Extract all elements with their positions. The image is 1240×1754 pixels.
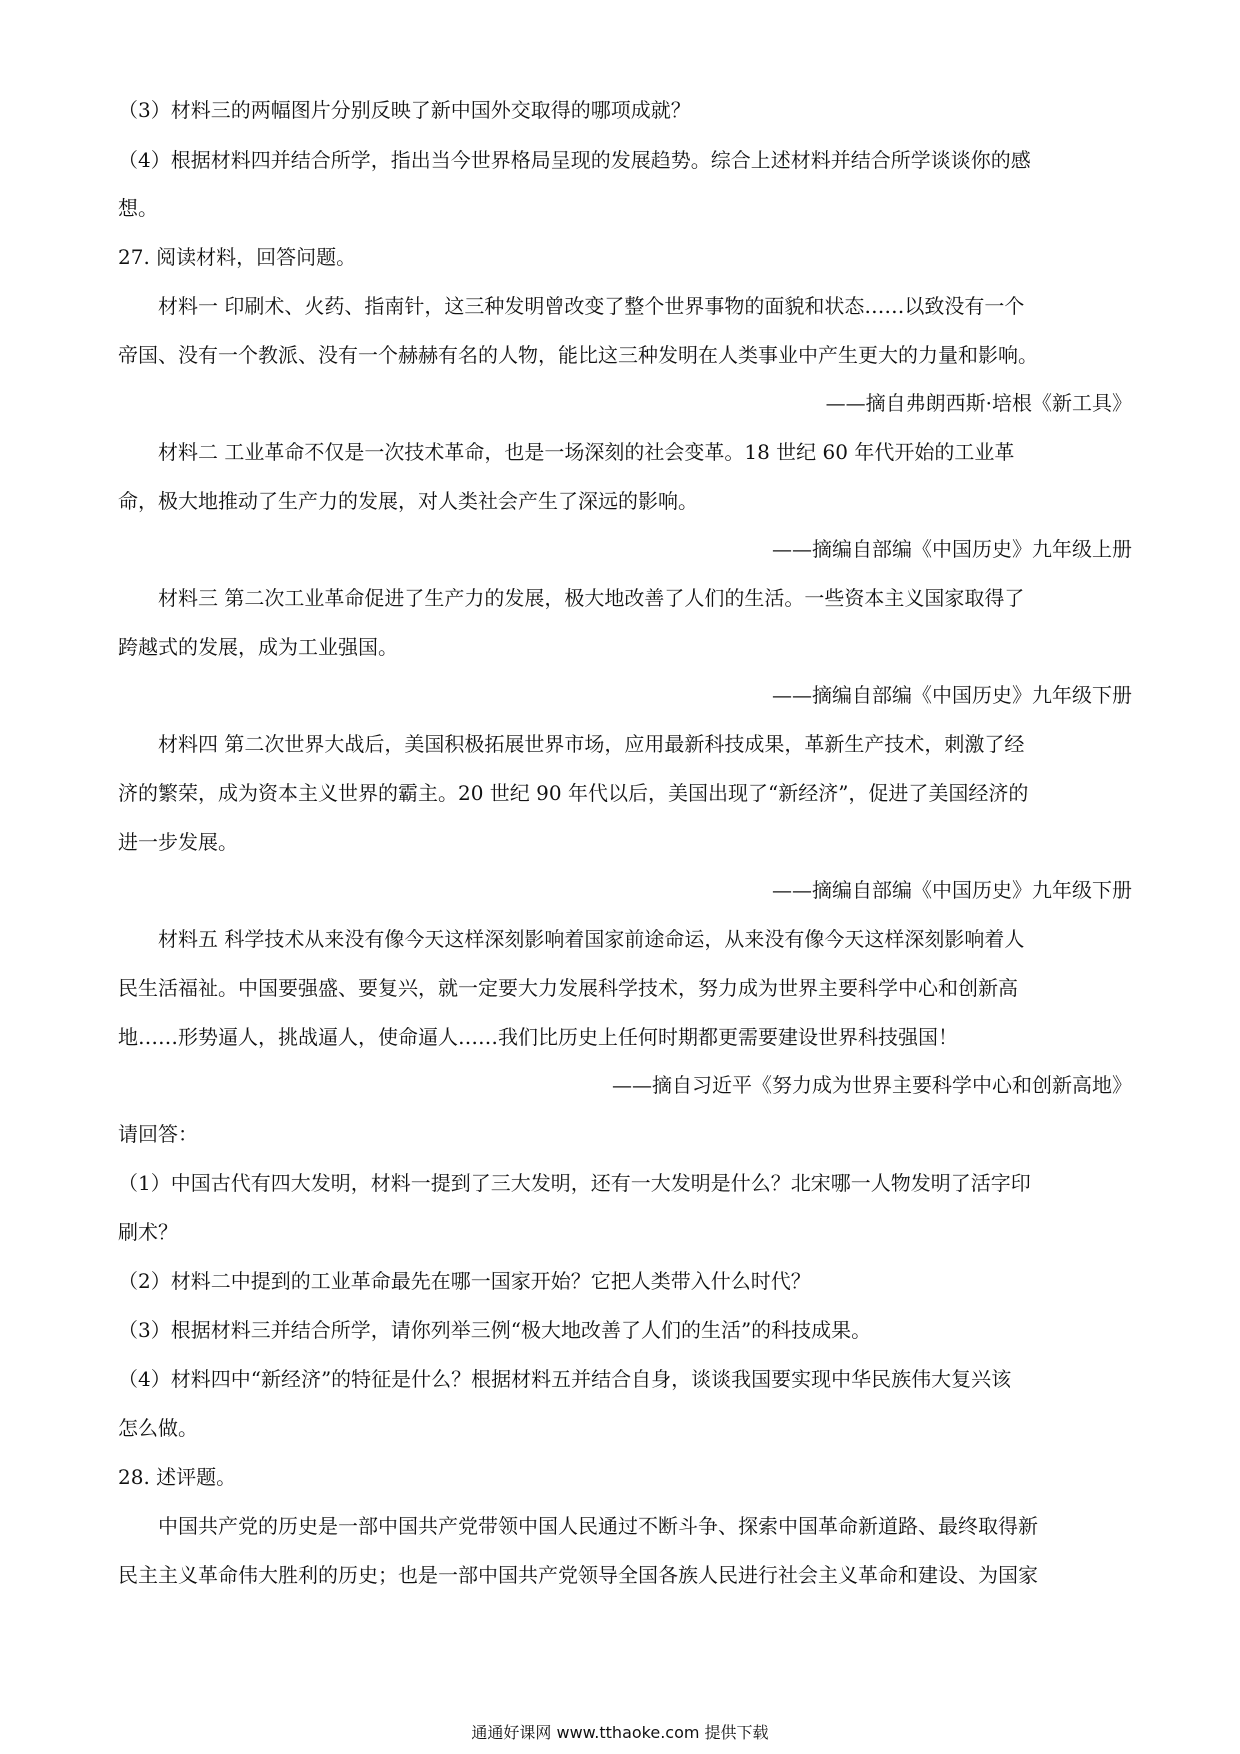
question-28-title: 28. 述评题。 — [118, 1465, 237, 1489]
material-2-source: ——摘编自部编《中国历史》九年级上册 — [772, 537, 1132, 561]
answer-prompt: 请回答： — [118, 1122, 198, 1146]
material-1-line2: 帝国、没有一个教派、没有一个赫赫有名的人物，能比这三种发明在人类事业中产生更大的力量和影响。 — [118, 343, 1038, 367]
material-3-line2: 跨越式的发展，成为工业强国。 — [118, 635, 398, 659]
sub-question-4-line1: （4）材料四中“新经济”的特征是什么？根据材料五并结合自身，谈谈我国要实现中华民族伟大复兴该 — [118, 1367, 1012, 1391]
question-3-text: （3）材料三的两幅图片分别反映了新中国外交取得的哪项成就？ — [118, 98, 691, 122]
material-5-source: ——摘自习近平《努力成为世界主要科学中心和创新高地》 — [612, 1073, 1132, 1097]
material-4-source: ——摘编自部编《中国历史》九年级下册 — [772, 878, 1132, 902]
material-5-line1: 材料五 科学技术从来没有像今天这样深刻影响着国家前途命运，从来没有像今天这样深刻影响着人 — [158, 927, 1025, 951]
question-27-title: 27. 阅读材料，回答问题。 — [118, 245, 357, 269]
material-3-line1: 材料三 第二次工业革命促进了生产力的发展，极大地改善了人们的生活。一些资本主义国家取得了 — [158, 586, 1025, 610]
sub-question-4-line2: 怎么做。 — [118, 1416, 198, 1440]
material-1-source: ——摘自弗朗西斯·培根《新工具》 — [825, 391, 1132, 415]
material-4-line3: 进一步发展。 — [118, 830, 238, 854]
material-2-line2: 命，极大地推动了生产力的发展，对人类社会产生了深远的影响。 — [118, 489, 698, 513]
material-2-line1: 材料二 工业革命不仅是一次技术革命，也是一场深刻的社会变革。18 世纪 60 年代开始的工业革 — [158, 440, 1015, 464]
question-28-line1: 中国共产党的历史是一部中国共产党带领中国人民通过不断斗争、探索中国革命新道路、最终取得新 — [158, 1514, 1038, 1538]
material-5-line2: 民生活福祉。中国要强盛、要复兴，就一定要大力发展科学技术，努力成为世界主要科学中心和创新高 — [118, 976, 1018, 1000]
sub-question-3: （3）根据材料三并结合所学，请你列举三例“极大地改善了人们的生活”的科技成果。 — [118, 1318, 872, 1342]
sub-question-2: （2）材料二中提到的工业革命最先在哪一国家开始？它把人类带入什么时代？ — [118, 1269, 811, 1293]
question-4-text-line2: 想。 — [118, 196, 158, 220]
question-28-line2: 民主主义革命伟大胜利的历史；也是一部中国共产党领导全国各族人民进行社会主义革命和建设、为国家 — [118, 1563, 1038, 1587]
material-4-line1: 材料四 第二次世界大战后，美国积极拓展世界市场，应用最新科技成果，革新生产技术，刺激了经 — [158, 732, 1025, 756]
page-footer: 通通好课网 www.tthaoke.com 提供下载 — [471, 1723, 769, 1742]
material-3-source: ——摘编自部编《中国历史》九年级下册 — [772, 683, 1132, 707]
sub-question-1-line2: 刷术？ — [118, 1220, 178, 1244]
sub-question-1-line1: （1）中国古代有四大发明，材料一提到了三大发明，还有一大发明是什么？北宋哪一人物发明了活字印 — [118, 1171, 1031, 1195]
material-1-line1: 材料一 印刷术、火药、指南针，这三种发明曾改变了整个世界事物的面貌和状态……以致没有一个 — [158, 294, 1025, 318]
material-4-line2: 济的繁荣，成为资本主义世界的霸主。20 世纪 90 年代以后，美国出现了“新经济”，促进了美国经济的 — [118, 781, 1029, 805]
material-5-line3: 地……形势逼人，挑战逼人，使命逼人……我们比历史上任何时期都更需要建设世界科技强国！ — [118, 1025, 958, 1049]
question-4-text-line1: （4）根据材料四并结合所学，指出当今世界格局呈现的发展趋势。综合上述材料并结合所学谈谈你的感 — [118, 148, 1031, 172]
